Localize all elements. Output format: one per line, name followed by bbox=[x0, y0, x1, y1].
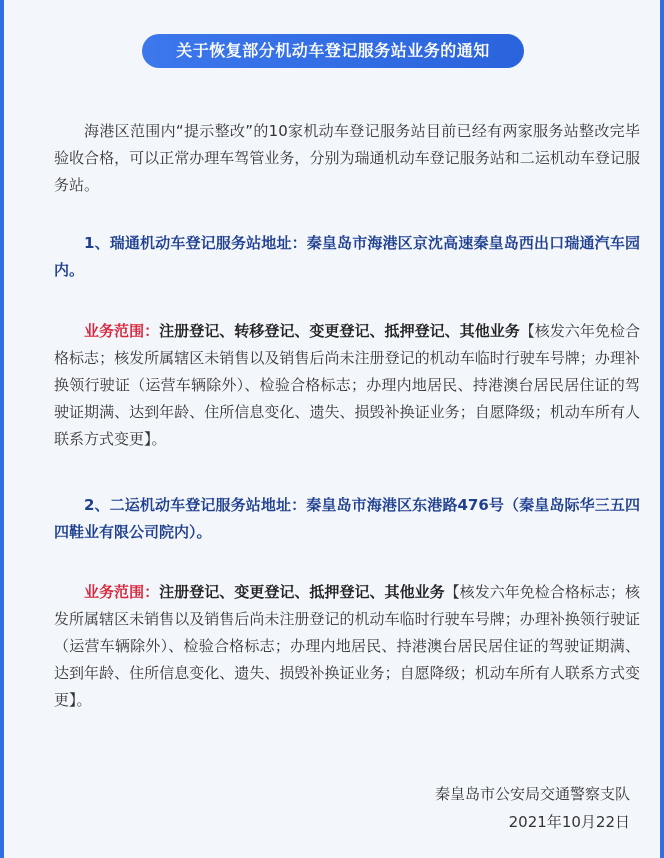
station2-scope-main: 注册登记、变更登记、抵押登记、其他业务 bbox=[159, 583, 445, 601]
notice-title: 关于恢复部分机动车登记服务站业务的通知 bbox=[142, 34, 524, 68]
station2-scope-detail: 【核发六年免检合格标志；核发所属辖区未销售以及销售后尚未注册登记的机动车临时行驶车号牌；办理补换领行驶证（运营车辆除外）、检验合格标志；办理内地居民、持港澳台居民居住证的驾驶证期满、达到年龄、住所信息变化、遗失、损毁补换证业务；自愿降级；机动车所有人联系方式变更】。 bbox=[54, 583, 640, 709]
station2-address: 2、二运机动车登记服务站地址：秦皇岛市海港区东港路476号（秦皇岛际华三五四四鞋业有限公司院内）。 bbox=[54, 496, 640, 541]
station1-scope-label: 业务范围： bbox=[84, 322, 160, 340]
station2-scope bbox=[54, 579, 640, 714]
signature-block bbox=[435, 780, 630, 836]
station2-scope-label: 业务范围： bbox=[84, 583, 160, 601]
intro-paragraph: 海港区范围内“提示整改”的10家机动车登记服务站目前已经有两家服务站整改完毕验收合格，可以正常办理车驾管业务，分别为瑞通机动车登记服务站和二运机动车登记服务站。 bbox=[54, 122, 640, 194]
signature-date: 2021年10月22日 bbox=[508, 813, 630, 831]
station1-address: 1、瑞通机动车登记服务站地址：秦皇岛市海港区京沈高速秦皇岛西出口瑞通汽车园内。 bbox=[54, 234, 640, 279]
station1-scope-main: 注册登记、转移登记、变更登记、抵押登记、其他业务 bbox=[159, 322, 520, 340]
station1-scope bbox=[54, 318, 640, 453]
station1-scope-detail: 【核发六年免检合格标志；核发所属辖区未销售以及销售后尚未注册登记的机动车临时行驶车号牌；办理补换领行驶证（运营车辆除外）、检验合格标志；办理内地居民、持港澳台居民居住证的驾驶证期满、达到年龄、住所信息变化、遗失、损毁补换证业务；自愿降级；机动车所有人联系方式变更】。 bbox=[54, 322, 640, 448]
signature-org: 秦皇岛市公安局交通警察支队 bbox=[434, 785, 630, 803]
